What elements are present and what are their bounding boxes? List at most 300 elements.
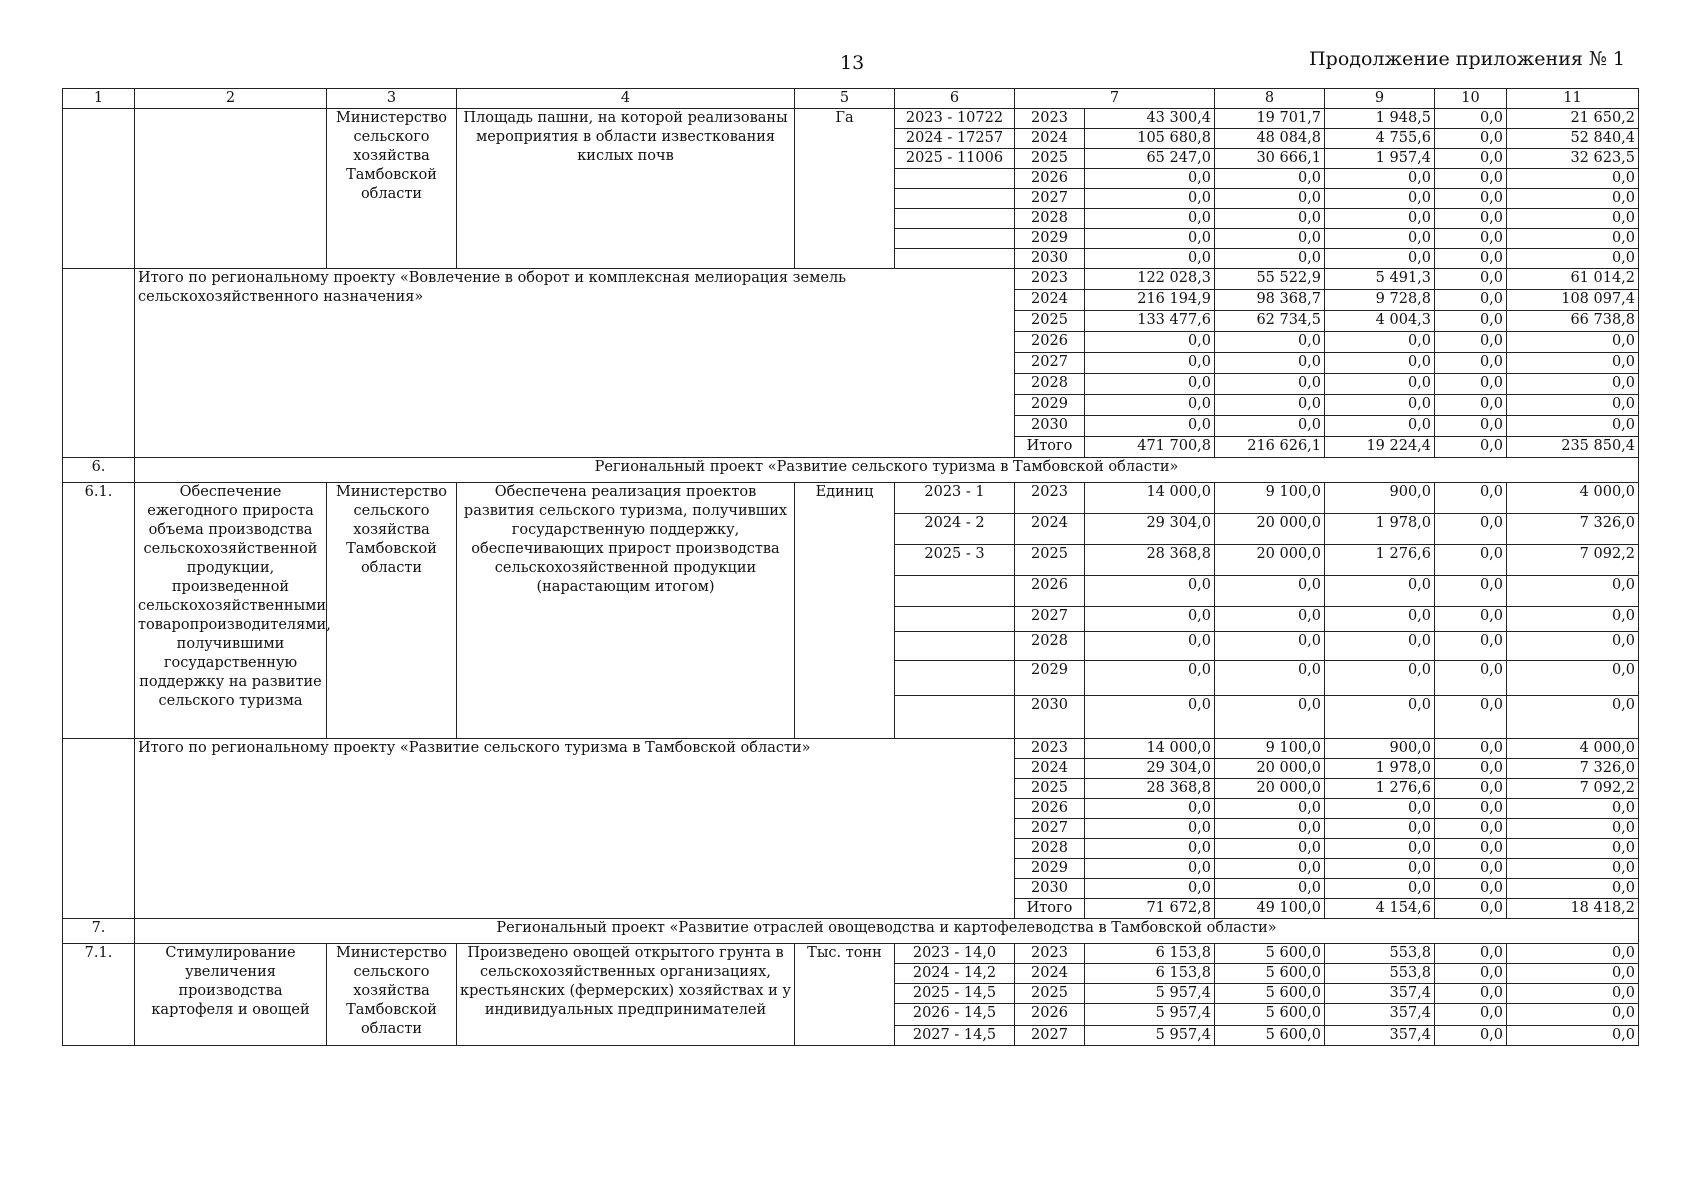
total-cell: 6 153,8 bbox=[1085, 964, 1215, 984]
extra-cell: 0,0 bbox=[1507, 964, 1639, 984]
extra-cell: 0,0 bbox=[1507, 819, 1639, 839]
indicator-name: Площадь пашни, на которой реализованы мероприятия в области известкования кислых почв bbox=[457, 109, 795, 269]
local-cell: 0,0 bbox=[1435, 109, 1507, 129]
federal-cell: 0,0 bbox=[1215, 395, 1325, 416]
federal-cell: 0,0 bbox=[1215, 576, 1325, 607]
year-cell: 2025 bbox=[1015, 545, 1085, 576]
year-cell: 2030 bbox=[1015, 416, 1085, 437]
regional-cell: 553,8 bbox=[1325, 944, 1435, 964]
responsible-executor: Министерство сельского хозяйства Тамбовской области bbox=[327, 483, 457, 739]
year-cell: Итого bbox=[1015, 437, 1085, 458]
total-cell: 0,0 bbox=[1085, 576, 1215, 607]
federal-cell: 0,0 bbox=[1215, 332, 1325, 353]
local-cell: 0,0 bbox=[1435, 311, 1507, 332]
year-cell: Итого bbox=[1015, 899, 1085, 919]
total-cell: 0,0 bbox=[1085, 374, 1215, 395]
extra-cell: 52 840,4 bbox=[1507, 129, 1639, 149]
local-cell: 0,0 bbox=[1435, 1026, 1507, 1046]
federal-cell: 20 000,0 bbox=[1215, 545, 1325, 576]
year-cell: 2028 bbox=[1015, 209, 1085, 229]
section-title: Региональный проект «Развитие сельского туризма в Тамбовской области» bbox=[135, 458, 1639, 483]
local-cell: 0,0 bbox=[1435, 779, 1507, 799]
target-value-cell: 2026 - 14,5 bbox=[895, 1004, 1015, 1026]
total-cell: 6 153,8 bbox=[1085, 944, 1215, 964]
extra-cell: 0,0 bbox=[1507, 607, 1639, 632]
extra-cell: 0,0 bbox=[1507, 859, 1639, 879]
total-cell: 14 000,0 bbox=[1085, 739, 1215, 759]
target-value-cell: 2024 - 2 bbox=[895, 514, 1015, 545]
header-cell-9: 9 bbox=[1325, 89, 1435, 109]
continuation-note: Продолжение приложения № 1 bbox=[1309, 48, 1625, 70]
extra-cell: 0,0 bbox=[1507, 353, 1639, 374]
federal-cell: 0,0 bbox=[1215, 353, 1325, 374]
federal-cell: 0,0 bbox=[1215, 249, 1325, 269]
federal-cell: 30 666,1 bbox=[1215, 149, 1325, 169]
extra-cell: 21 650,2 bbox=[1507, 109, 1639, 129]
federal-cell: 216 626,1 bbox=[1215, 437, 1325, 458]
local-cell: 0,0 bbox=[1435, 189, 1507, 209]
extra-cell: 0,0 bbox=[1507, 249, 1639, 269]
year-cell: 2028 bbox=[1015, 839, 1085, 859]
row-number bbox=[63, 269, 135, 458]
indicator-name: Обеспечена реализация проектов развития сельского туризма, получивших государственную поддержку, обеспечивающих прирост производства сельскохозяйственной продукции (нарастающим итогом) bbox=[457, 483, 795, 739]
federal-cell: 0,0 bbox=[1215, 799, 1325, 819]
year-cell: 2024 bbox=[1015, 964, 1085, 984]
regional-cell: 0,0 bbox=[1325, 696, 1435, 739]
total-cell: 0,0 bbox=[1085, 661, 1215, 696]
extra-cell: 0,0 bbox=[1507, 1026, 1639, 1046]
row-number bbox=[63, 109, 135, 269]
regional-cell: 0,0 bbox=[1325, 879, 1435, 899]
section-number: 7. bbox=[63, 919, 135, 944]
local-cell: 0,0 bbox=[1435, 374, 1507, 395]
section-number: 6. bbox=[63, 458, 135, 483]
target-value-cell: 2024 - 14,2 bbox=[895, 964, 1015, 984]
extra-cell: 0,0 bbox=[1507, 576, 1639, 607]
event-name bbox=[135, 109, 327, 269]
federal-cell: 0,0 bbox=[1215, 189, 1325, 209]
total-label: Итого по региональному проекту «Вовлечение в оборот и комплексная мелиорация земель сельскохозяйственного назначения» bbox=[135, 269, 1015, 458]
regional-cell: 0,0 bbox=[1325, 374, 1435, 395]
year-cell: 2027 bbox=[1015, 607, 1085, 632]
year-cell: 2023 bbox=[1015, 944, 1085, 964]
local-cell: 0,0 bbox=[1435, 332, 1507, 353]
year-cell: 2026 bbox=[1015, 169, 1085, 189]
extra-cell: 0,0 bbox=[1507, 229, 1639, 249]
target-value-cell: 2025 - 14,5 bbox=[895, 984, 1015, 1004]
regional-cell: 0,0 bbox=[1325, 249, 1435, 269]
section-row bbox=[63, 458, 1639, 483]
local-cell: 0,0 bbox=[1435, 249, 1507, 269]
federal-cell: 20 000,0 bbox=[1215, 514, 1325, 545]
target-value-cell bbox=[895, 696, 1015, 739]
responsible-executor: Министерство сельского хозяйства Тамбовской области bbox=[327, 944, 457, 1046]
extra-cell: 4 000,0 bbox=[1507, 739, 1639, 759]
total-cell: 71 672,8 bbox=[1085, 899, 1215, 919]
federal-cell: 5 600,0 bbox=[1215, 944, 1325, 964]
year-cell: 2024 bbox=[1015, 514, 1085, 545]
regional-cell: 357,4 bbox=[1325, 1004, 1435, 1026]
total-cell: 5 957,4 bbox=[1085, 984, 1215, 1004]
indicator-name: Произведено овощей открытого грунта в сельскохозяйственных организациях, крестьянских (фермерских) хозяйствах и у индивидуальных предпринимателей bbox=[457, 944, 795, 1046]
year-cell: 2025 bbox=[1015, 311, 1085, 332]
regional-cell: 0,0 bbox=[1325, 607, 1435, 632]
total-row bbox=[63, 269, 1639, 290]
header-cell-11: 11 bbox=[1507, 89, 1639, 109]
data-row bbox=[63, 944, 1639, 964]
local-cell: 0,0 bbox=[1435, 696, 1507, 739]
header-cell-4: 4 bbox=[457, 89, 795, 109]
federal-cell: 0,0 bbox=[1215, 839, 1325, 859]
federal-cell: 19 701,7 bbox=[1215, 109, 1325, 129]
year-cell: 2025 bbox=[1015, 779, 1085, 799]
extra-cell: 0,0 bbox=[1507, 374, 1639, 395]
federal-cell: 5 600,0 bbox=[1215, 984, 1325, 1004]
federal-cell: 0,0 bbox=[1215, 209, 1325, 229]
local-cell: 0,0 bbox=[1435, 545, 1507, 576]
federal-cell: 0,0 bbox=[1215, 607, 1325, 632]
total-cell: 0,0 bbox=[1085, 229, 1215, 249]
regional-cell: 0,0 bbox=[1325, 229, 1435, 249]
total-cell: 0,0 bbox=[1085, 416, 1215, 437]
year-cell: 2028 bbox=[1015, 374, 1085, 395]
year-cell: 2030 bbox=[1015, 879, 1085, 899]
local-cell: 0,0 bbox=[1435, 209, 1507, 229]
total-cell: 0,0 bbox=[1085, 189, 1215, 209]
year-cell: 2025 bbox=[1015, 149, 1085, 169]
regional-cell: 900,0 bbox=[1325, 483, 1435, 514]
total-cell: 0,0 bbox=[1085, 209, 1215, 229]
header-cell-8: 8 bbox=[1215, 89, 1325, 109]
year-cell: 2029 bbox=[1015, 661, 1085, 696]
regional-cell: 0,0 bbox=[1325, 416, 1435, 437]
year-cell: 2026 bbox=[1015, 332, 1085, 353]
extra-cell: 61 014,2 bbox=[1507, 269, 1639, 290]
federal-cell: 98 368,7 bbox=[1215, 290, 1325, 311]
target-value-cell bbox=[895, 632, 1015, 661]
local-cell: 0,0 bbox=[1435, 1004, 1507, 1026]
total-label: Итого по региональному проекту «Развитие сельского туризма в Тамбовской области» bbox=[135, 739, 1015, 919]
regional-cell: 900,0 bbox=[1325, 739, 1435, 759]
total-cell: 105 680,8 bbox=[1085, 129, 1215, 149]
event-name: Обеспечение ежегодного прироста объема производства сельскохозяйственной продукции, произведенной сельскохозяйственными товаропроизводителями, получившими государственную поддержку на развитие сельского туризма bbox=[135, 483, 327, 739]
federal-cell: 55 522,9 bbox=[1215, 269, 1325, 290]
budget-table bbox=[62, 88, 1639, 1046]
target-value-cell bbox=[895, 576, 1015, 607]
regional-cell: 1 948,5 bbox=[1325, 109, 1435, 129]
total-row bbox=[63, 739, 1639, 759]
local-cell: 0,0 bbox=[1435, 395, 1507, 416]
data-row bbox=[63, 483, 1639, 514]
extra-cell: 0,0 bbox=[1507, 984, 1639, 1004]
year-cell: 2030 bbox=[1015, 696, 1085, 739]
row-number bbox=[63, 739, 135, 919]
local-cell: 0,0 bbox=[1435, 607, 1507, 632]
year-cell: 2025 bbox=[1015, 984, 1085, 1004]
local-cell: 0,0 bbox=[1435, 859, 1507, 879]
target-value-cell: 2023 - 14,0 bbox=[895, 944, 1015, 964]
year-cell: 2023 bbox=[1015, 483, 1085, 514]
total-cell: 0,0 bbox=[1085, 353, 1215, 374]
responsible-executor: Министерство сельского хозяйства Тамбовской области bbox=[327, 109, 457, 269]
regional-cell: 0,0 bbox=[1325, 353, 1435, 374]
local-cell: 0,0 bbox=[1435, 759, 1507, 779]
year-cell: 2026 bbox=[1015, 1004, 1085, 1026]
federal-cell: 5 600,0 bbox=[1215, 1026, 1325, 1046]
extra-cell: 108 097,4 bbox=[1507, 290, 1639, 311]
local-cell: 0,0 bbox=[1435, 964, 1507, 984]
federal-cell: 9 100,0 bbox=[1215, 483, 1325, 514]
regional-cell: 553,8 bbox=[1325, 964, 1435, 984]
regional-cell: 0,0 bbox=[1325, 819, 1435, 839]
local-cell: 0,0 bbox=[1435, 819, 1507, 839]
federal-cell: 20 000,0 bbox=[1215, 779, 1325, 799]
extra-cell: 0,0 bbox=[1507, 1004, 1639, 1026]
year-cell: 2027 bbox=[1015, 189, 1085, 209]
total-cell: 471 700,8 bbox=[1085, 437, 1215, 458]
federal-cell: 0,0 bbox=[1215, 879, 1325, 899]
total-cell: 122 028,3 bbox=[1085, 269, 1215, 290]
section-row bbox=[63, 919, 1639, 944]
header-cell-7: 7 bbox=[1015, 89, 1215, 109]
regional-cell: 0,0 bbox=[1325, 576, 1435, 607]
local-cell: 0,0 bbox=[1435, 839, 1507, 859]
regional-cell: 0,0 bbox=[1325, 332, 1435, 353]
local-cell: 0,0 bbox=[1435, 290, 1507, 311]
extra-cell: 0,0 bbox=[1507, 661, 1639, 696]
extra-cell: 0,0 bbox=[1507, 879, 1639, 899]
regional-cell: 0,0 bbox=[1325, 169, 1435, 189]
target-value-cell bbox=[895, 249, 1015, 269]
regional-cell: 0,0 bbox=[1325, 661, 1435, 696]
total-cell: 0,0 bbox=[1085, 632, 1215, 661]
local-cell: 0,0 bbox=[1435, 899, 1507, 919]
page-number: 13 bbox=[840, 52, 865, 74]
regional-cell: 0,0 bbox=[1325, 839, 1435, 859]
extra-cell: 0,0 bbox=[1507, 395, 1639, 416]
year-cell: 2024 bbox=[1015, 290, 1085, 311]
extra-cell: 4 000,0 bbox=[1507, 483, 1639, 514]
federal-cell: 0,0 bbox=[1215, 229, 1325, 249]
header-cell-1: 1 bbox=[63, 89, 135, 109]
federal-cell: 0,0 bbox=[1215, 632, 1325, 661]
total-cell: 0,0 bbox=[1085, 819, 1215, 839]
unit-cell: Единиц bbox=[795, 483, 895, 739]
event-name: Стимулирование увеличения производства картофеля и овощей bbox=[135, 944, 327, 1046]
federal-cell: 0,0 bbox=[1215, 661, 1325, 696]
extra-cell: 7 092,2 bbox=[1507, 545, 1639, 576]
target-value-cell bbox=[895, 661, 1015, 696]
local-cell: 0,0 bbox=[1435, 514, 1507, 545]
target-value-cell bbox=[895, 169, 1015, 189]
federal-cell: 5 600,0 bbox=[1215, 964, 1325, 984]
extra-cell: 32 623,5 bbox=[1507, 149, 1639, 169]
regional-cell: 1 276,6 bbox=[1325, 779, 1435, 799]
federal-cell: 48 084,8 bbox=[1215, 129, 1325, 149]
regional-cell: 19 224,4 bbox=[1325, 437, 1435, 458]
local-cell: 0,0 bbox=[1435, 799, 1507, 819]
regional-cell: 4 154,6 bbox=[1325, 899, 1435, 919]
local-cell: 0,0 bbox=[1435, 269, 1507, 290]
target-value-cell bbox=[895, 209, 1015, 229]
total-cell: 216 194,9 bbox=[1085, 290, 1215, 311]
federal-cell: 0,0 bbox=[1215, 819, 1325, 839]
local-cell: 0,0 bbox=[1435, 632, 1507, 661]
year-cell: 2024 bbox=[1015, 759, 1085, 779]
total-cell: 0,0 bbox=[1085, 859, 1215, 879]
federal-cell: 0,0 bbox=[1215, 859, 1325, 879]
regional-cell: 1 978,0 bbox=[1325, 759, 1435, 779]
target-value-cell: 2023 - 1 bbox=[895, 483, 1015, 514]
total-cell: 29 304,0 bbox=[1085, 514, 1215, 545]
total-cell: 0,0 bbox=[1085, 696, 1215, 739]
total-cell: 29 304,0 bbox=[1085, 759, 1215, 779]
total-cell: 0,0 bbox=[1085, 395, 1215, 416]
local-cell: 0,0 bbox=[1435, 229, 1507, 249]
regional-cell: 0,0 bbox=[1325, 189, 1435, 209]
local-cell: 0,0 bbox=[1435, 483, 1507, 514]
extra-cell: 66 738,8 bbox=[1507, 311, 1639, 332]
extra-cell: 0,0 bbox=[1507, 632, 1639, 661]
local-cell: 0,0 bbox=[1435, 661, 1507, 696]
year-cell: 2029 bbox=[1015, 395, 1085, 416]
row-number: 6.1. bbox=[63, 483, 135, 739]
federal-cell: 5 600,0 bbox=[1215, 1004, 1325, 1026]
total-cell: 0,0 bbox=[1085, 799, 1215, 819]
header-cell-6: 6 bbox=[895, 89, 1015, 109]
local-cell: 0,0 bbox=[1435, 437, 1507, 458]
target-value-cell bbox=[895, 607, 1015, 632]
year-cell: 2024 bbox=[1015, 129, 1085, 149]
target-value-cell bbox=[895, 189, 1015, 209]
local-cell: 0,0 bbox=[1435, 129, 1507, 149]
regional-cell: 1 957,4 bbox=[1325, 149, 1435, 169]
extra-cell: 0,0 bbox=[1507, 696, 1639, 739]
regional-cell: 1 978,0 bbox=[1325, 514, 1435, 545]
year-cell: 2026 bbox=[1015, 576, 1085, 607]
extra-cell: 0,0 bbox=[1507, 332, 1639, 353]
local-cell: 0,0 bbox=[1435, 879, 1507, 899]
total-cell: 0,0 bbox=[1085, 332, 1215, 353]
regional-cell: 0,0 bbox=[1325, 209, 1435, 229]
unit-cell: Га bbox=[795, 109, 895, 269]
header-row bbox=[63, 89, 1639, 109]
extra-cell: 7 326,0 bbox=[1507, 759, 1639, 779]
local-cell: 0,0 bbox=[1435, 576, 1507, 607]
total-cell: 28 368,8 bbox=[1085, 779, 1215, 799]
row-number: 7.1. bbox=[63, 944, 135, 1046]
extra-cell: 0,0 bbox=[1507, 416, 1639, 437]
target-value-cell: 2024 - 17257 bbox=[895, 129, 1015, 149]
extra-cell: 0,0 bbox=[1507, 944, 1639, 964]
extra-cell: 0,0 bbox=[1507, 839, 1639, 859]
year-cell: 2026 bbox=[1015, 799, 1085, 819]
year-cell: 2030 bbox=[1015, 249, 1085, 269]
total-cell: 14 000,0 bbox=[1085, 483, 1215, 514]
total-cell: 0,0 bbox=[1085, 249, 1215, 269]
extra-cell: 7 326,0 bbox=[1507, 514, 1639, 545]
local-cell: 0,0 bbox=[1435, 984, 1507, 1004]
target-value-cell: 2025 - 3 bbox=[895, 545, 1015, 576]
federal-cell: 0,0 bbox=[1215, 374, 1325, 395]
unit-cell: Тыс. тонн bbox=[795, 944, 895, 1046]
total-cell: 43 300,4 bbox=[1085, 109, 1215, 129]
total-cell: 28 368,8 bbox=[1085, 545, 1215, 576]
regional-cell: 5 491,3 bbox=[1325, 269, 1435, 290]
total-cell: 0,0 bbox=[1085, 607, 1215, 632]
federal-cell: 20 000,0 bbox=[1215, 759, 1325, 779]
target-value-cell: 2025 - 11006 bbox=[895, 149, 1015, 169]
federal-cell: 0,0 bbox=[1215, 416, 1325, 437]
extra-cell: 0,0 bbox=[1507, 169, 1639, 189]
year-cell: 2027 bbox=[1015, 1026, 1085, 1046]
total-cell: 0,0 bbox=[1085, 879, 1215, 899]
regional-cell: 357,4 bbox=[1325, 1026, 1435, 1046]
federal-cell: 0,0 bbox=[1215, 169, 1325, 189]
year-cell: 2023 bbox=[1015, 269, 1085, 290]
extra-cell: 235 850,4 bbox=[1507, 437, 1639, 458]
regional-cell: 357,4 bbox=[1325, 984, 1435, 1004]
section-title: Региональный проект «Развитие отраслей овощеводства и картофелеводства в Тамбовской области» bbox=[135, 919, 1639, 944]
local-cell: 0,0 bbox=[1435, 739, 1507, 759]
extra-cell: 0,0 bbox=[1507, 209, 1639, 229]
extra-cell: 7 092,2 bbox=[1507, 779, 1639, 799]
federal-cell: 62 734,5 bbox=[1215, 311, 1325, 332]
year-cell: 2029 bbox=[1015, 229, 1085, 249]
total-cell: 0,0 bbox=[1085, 839, 1215, 859]
year-cell: 2029 bbox=[1015, 859, 1085, 879]
extra-cell: 0,0 bbox=[1507, 799, 1639, 819]
total-cell: 0,0 bbox=[1085, 169, 1215, 189]
regional-cell: 0,0 bbox=[1325, 859, 1435, 879]
year-cell: 2023 bbox=[1015, 109, 1085, 129]
target-value-cell: 2027 - 14,5 bbox=[895, 1026, 1015, 1046]
year-cell: 2027 bbox=[1015, 819, 1085, 839]
header-cell-3: 3 bbox=[327, 89, 457, 109]
total-cell: 133 477,6 bbox=[1085, 311, 1215, 332]
total-cell: 65 247,0 bbox=[1085, 149, 1215, 169]
data-row bbox=[63, 109, 1639, 129]
local-cell: 0,0 bbox=[1435, 149, 1507, 169]
header-cell-10: 10 bbox=[1435, 89, 1507, 109]
year-cell: 2027 bbox=[1015, 353, 1085, 374]
federal-cell: 9 100,0 bbox=[1215, 739, 1325, 759]
federal-cell: 0,0 bbox=[1215, 696, 1325, 739]
total-cell: 5 957,4 bbox=[1085, 1026, 1215, 1046]
extra-cell: 18 418,2 bbox=[1507, 899, 1639, 919]
regional-cell: 4 755,6 bbox=[1325, 129, 1435, 149]
local-cell: 0,0 bbox=[1435, 944, 1507, 964]
regional-cell: 4 004,3 bbox=[1325, 311, 1435, 332]
total-cell: 5 957,4 bbox=[1085, 1004, 1215, 1026]
target-value-cell bbox=[895, 229, 1015, 249]
local-cell: 0,0 bbox=[1435, 416, 1507, 437]
year-cell: 2023 bbox=[1015, 739, 1085, 759]
federal-cell: 49 100,0 bbox=[1215, 899, 1325, 919]
regional-cell: 1 276,6 bbox=[1325, 545, 1435, 576]
target-value-cell: 2023 - 10722 bbox=[895, 109, 1015, 129]
extra-cell: 0,0 bbox=[1507, 189, 1639, 209]
regional-cell: 9 728,8 bbox=[1325, 290, 1435, 311]
local-cell: 0,0 bbox=[1435, 169, 1507, 189]
local-cell: 0,0 bbox=[1435, 353, 1507, 374]
regional-cell: 0,0 bbox=[1325, 799, 1435, 819]
header-cell-2: 2 bbox=[135, 89, 327, 109]
header-cell-5: 5 bbox=[795, 89, 895, 109]
year-cell: 2028 bbox=[1015, 632, 1085, 661]
regional-cell: 0,0 bbox=[1325, 395, 1435, 416]
regional-cell: 0,0 bbox=[1325, 632, 1435, 661]
